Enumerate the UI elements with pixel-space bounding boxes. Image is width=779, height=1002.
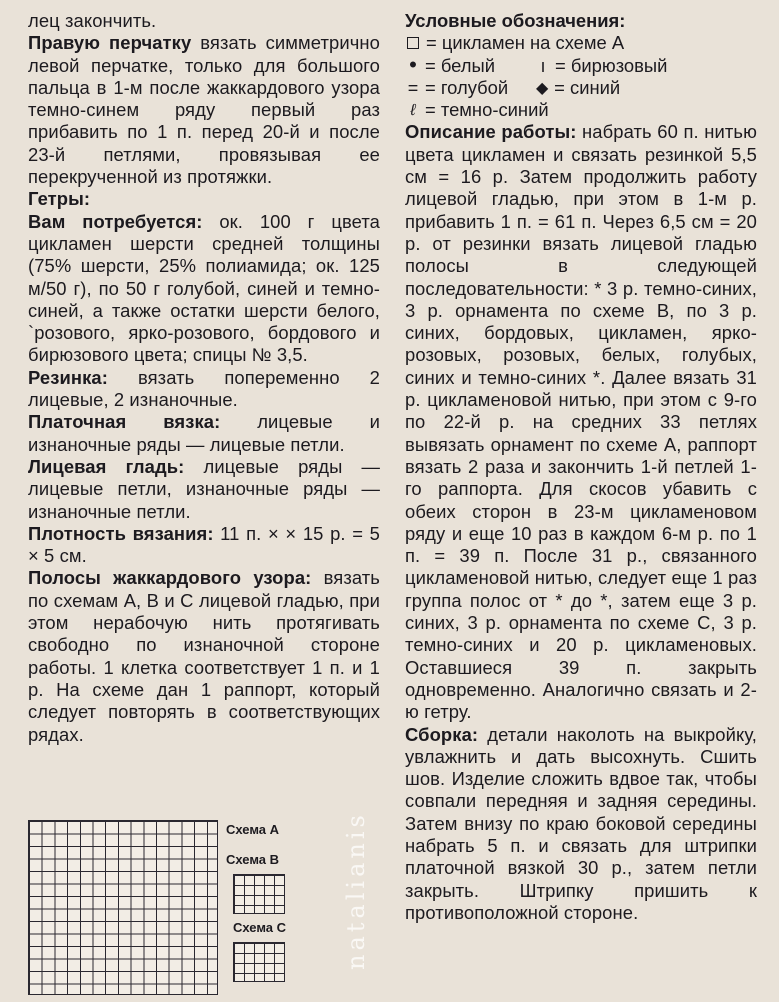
legend-row-lightblue-blue: = = голубой ◆ = синий bbox=[405, 77, 757, 99]
paragraph-garter-stitch: Платочная вязка: лицевые и изнаночные ряды — лицевые петли. bbox=[28, 411, 380, 455]
scheme-c-label: Схема С bbox=[233, 920, 287, 935]
paragraph-work-description: Описание работы: набрать 60 п. нитью цвета цикламен и связать резинкой 5,5 см = 16 р. Затем продолжить работу лицевой гладью, при этом в 1-м р. прибавить 1 п. = 61 п. Через 6,5 см = 20 р. от резинки вязать лицевой гладью полосы в следующей последовательности: * 3 р. темно-синих, 3 р. орнамента по схеме В, по 3 р. синих, бордовых, цикламен, ярко-розовых, розовых, белых, голубых, синих и темно-синих *. Далее вязать 31 р. цикламеновой нитью, при этом с 9-го по 22-й р. на средних 33 петлях вывязать орнамент по схеме А, раппорт вязать 2 раза и закончить 1-й петлей 1-го раппорта. Для скосов убавить с обеих сторон в 23-м цикламеновом ряду и еще 10 раз в каждом 6-м р. по 1 п. = 39 п. После 31 р., связанного цикламеновой нитью, следует еще 1 раз группа полос от * до *, затем еще 3 р. синих, 3 р. орнамента по схеме С, 3 р. темно-синих и 20 р. цикламеновых. Оставшиеся 39 п. закрыть одновременно. Аналогично связать и 2-ю гетру. bbox=[405, 121, 757, 723]
legend-row-dark-blue: ℓ = темно-синий bbox=[405, 99, 757, 121]
legend-row-cyclamen: = цикламен на схеме А bbox=[405, 32, 757, 54]
heading-gaiters: Гетры: bbox=[28, 188, 91, 210]
left-column bbox=[28, 10, 380, 746]
watermark: natalianis bbox=[342, 811, 370, 970]
paragraph-ribbing: Резинка: вязать попеременно 2 лицевые, 2 изнаночные. bbox=[28, 366, 380, 411]
paragraph-assembly: Сборка: детали наколоть на выкройку, увлажнить и дать высохнуть. Сшить шов. Изделие сложить вдвое так, чтобы совпали передняя и задняя середины. Затем внизу по краю боковой середины набрать 5 п. и связать для штрипки платочной вязкой 30 р., затем петли закрыть. Штрипку пришить к противоположной стороне. bbox=[405, 723, 757, 923]
square-icon bbox=[407, 37, 419, 49]
legend-title: Условные обозначения: bbox=[405, 10, 626, 31]
paragraph-right-glove: Правую перчатку вязать симметрично левой перчатке, только для большого пальца в 1-м после жаккардового узора темно-синем ряду первый раз прибавить по 1 п. перед 20-й и после 23-й петлями, провязывая ее перекрученной из протяжки. bbox=[28, 32, 380, 188]
scheme-c-grid bbox=[233, 942, 285, 982]
leaf-icon bbox=[405, 98, 421, 122]
legend-row-white-turquoise: • = белый ı = бирюзовый bbox=[405, 55, 757, 77]
scheme-a-grid bbox=[28, 820, 218, 995]
scheme-b-grid bbox=[233, 874, 285, 914]
paragraph-continuation: лец закончить. bbox=[28, 10, 157, 31]
scheme-b-label: Схема В bbox=[226, 852, 280, 867]
diamond-icon bbox=[534, 76, 550, 100]
paragraph-gauge: Плотность вязания: 11 п. × × 15 р. = 5 × 5 см. bbox=[28, 522, 380, 567]
bar-icon bbox=[535, 55, 551, 77]
paragraph-jacquard: Полосы жаккардового узора: вязать по схемам А, В и С лицевой гладью, при этом нерабочую нить протягивать свободно по изнаночной стороне работы. 1 клетка соответствует 1 п. и 1 р. На схеме дан 1 раппорт, который следует повторять в соответствующих рядах. bbox=[28, 567, 380, 745]
right-column bbox=[405, 10, 757, 924]
paragraph-materials: Вам потребуется: ок. 100 г цвета цикламен шерсти средней толщины (75% шерсти, 25% полиамида; ок. 125 м/50 г), по 50 г голубой, синей и темно-синей, а также остатки шерсти белого, `розового, ярко-розового, бордового и бирюзового цвета; спицы № 3,5. bbox=[28, 210, 380, 366]
dot-icon bbox=[405, 54, 421, 77]
schemes-area bbox=[28, 820, 380, 995]
scheme-a-label: Схема А bbox=[226, 822, 280, 837]
paragraph-stockinette: Лицевая гладь: лицевые ряды — лицевые петли, изнаночные ряды — изнаночные петли. bbox=[28, 455, 380, 522]
equals-icon bbox=[405, 77, 421, 99]
